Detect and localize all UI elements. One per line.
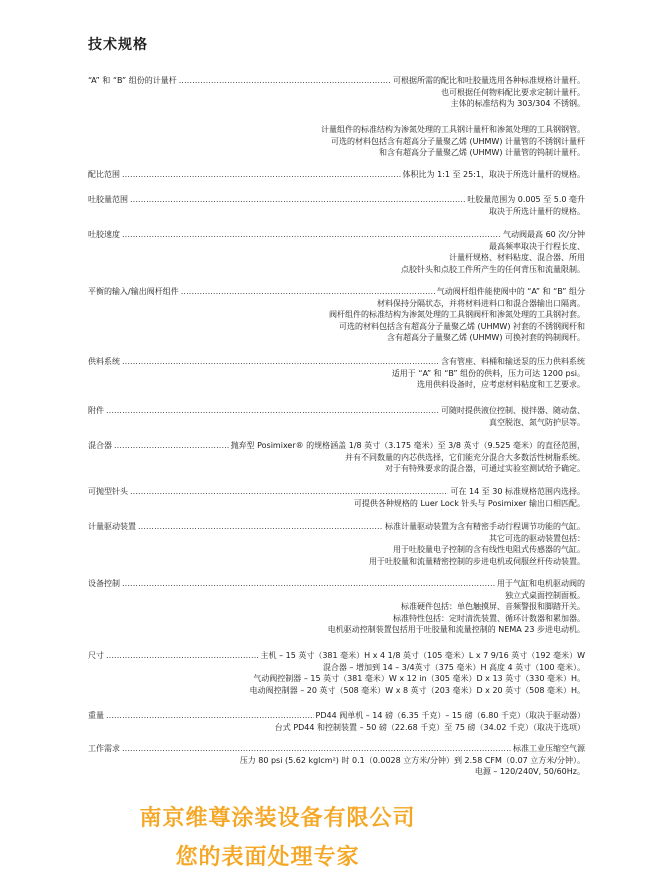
spec-value-line: 气动阀控制器 – 15 英寸（381 毫米）W x 12 in（305 毫米）D x 13 英寸（330 毫米）H。 [253, 674, 585, 683]
spec-value-line: 主机 – 15 英寸（381 毫米）H x 4 1/8 英寸（105 毫米）L x 7 9/16 英寸（192 毫米）W [260, 651, 585, 660]
spec-item [88, 194, 585, 217]
spec-value-line: 可根据所需的配比和吐胶量选用各种标准规格计量杆。 [393, 76, 585, 85]
spec-item [88, 578, 585, 636]
spec-value-line: 标准计量驱动装置为含有精密手动行程调节功能的气缸。 [385, 522, 585, 531]
dot-leader [106, 710, 314, 722]
spec-value-line: 可在 14 至 30 标准规格范围内选择。 [450, 487, 585, 496]
spec-value-line: 计量杆规格、材料粘度、混合器、所用 [449, 253, 585, 262]
dot-leader [122, 229, 501, 241]
spec-row [88, 440, 585, 452]
spec-label: “A” 和 “B” 组份的计量杆 [88, 76, 177, 85]
spec-label: 吐胶量范围 [88, 195, 128, 204]
spec-row [88, 286, 585, 298]
spec-label: 设备控制 [88, 579, 120, 588]
spec-row [88, 405, 585, 417]
spec-row [88, 710, 585, 722]
spec-row [88, 578, 585, 590]
dot-leader [138, 521, 383, 533]
spec-value-line: 电源 – 120/240V, 50/60Hz。 [474, 767, 585, 776]
spec-value-line: 计量组件的标准结构为渗氮处理的工具钢计量杆和渗氮处理的工具钢钢管。 [321, 125, 585, 134]
dot-leader [122, 356, 439, 368]
spec-label: 吐胶速度 [88, 230, 120, 239]
spec-value-line: 最高频率取决于行程长度、 [489, 241, 585, 251]
spec-label: 计量驱动装置 [88, 522, 136, 531]
spec-value-line: 台式 PD44 和控制装置 – 50 磅（22.68 千克）至 75 磅（34.02 千克）（取决于选项） [274, 722, 585, 732]
spec-row [88, 743, 585, 755]
spec-label: 配比范围 [88, 170, 120, 179]
spec-value-line: 标准特性包括：定时清洗装置、循环计数器和累加器。 [393, 613, 585, 623]
dot-leader [122, 169, 401, 181]
spec-value-line: 电动阀控制器 – 20 英寸（508 毫米）W x 8 英寸（203 毫米）D x 20 英寸（508 毫米）H。 [249, 685, 585, 695]
spec-value-line: 用于气缸和电机驱动阀的 [497, 579, 585, 588]
spec-value-line: 适用于 “A” 和 “B” 组份的供料，压力可达 1200 psi。 [391, 368, 585, 378]
spec-item [88, 124, 585, 159]
dot-leader [181, 286, 435, 298]
spec-label: 供料系统 [88, 357, 120, 366]
spec-item [88, 356, 585, 391]
spec-value-line: 可提供各种规格的 Luer Lock 针头与 Posimixer 输出口相匹配。 [353, 498, 585, 508]
spec-value-line: 标准工业压缩空气源 [513, 744, 585, 753]
spec-row [88, 75, 585, 87]
company-name: 南京维尊涂装设备有限公司 [139, 806, 416, 831]
spec-value-line: PD44 阀单机 – 14 磅（6.35 千克）– 15 磅（6.80 千克）（取决于驱动器） [315, 711, 585, 720]
spec-value-line: 电机驱动控制装置包括用于吐胶量和流量控制的 NEMA 23 步进电动机。 [327, 625, 585, 634]
spec-value-line: 选用供料设备时，应考虑材料粘度和工艺要求。 [417, 380, 585, 389]
spec-value-line: 其它可选的驱动装置包括： [489, 533, 585, 543]
spec-item [88, 229, 585, 275]
spec-value-line: 对于有特殊要求的混合器，可通过实验室测试给予确定。 [385, 464, 585, 473]
spec-value-line: 阀杆组件的标准结构为渗氮处理的工具钢阀杆和渗氮处理的工具钢衬套。 [329, 310, 585, 319]
spec-row [88, 650, 585, 662]
spec-value-line: 和含有超高分子量聚乙烯 (UHMW) 计量管的钨制计量杆。 [378, 148, 585, 157]
spec-value-line: 用于吐胶量电子控制的含有线性电阻式传感器的气缸。 [393, 545, 585, 554]
spec-value-line: 点胶针头和点胶工件所产生的任何背压和流量限制。 [401, 264, 585, 274]
spec-value-line: 混合器 – 增加到 14 – 3/4英寸（375 毫米）H 高度 4 英寸（100 毫米）。 [322, 662, 585, 672]
dot-leader [122, 578, 495, 590]
spec-item [88, 710, 585, 733]
company-slogan: 您的表面处理专家 [175, 845, 360, 870]
spec-label: 平衡的输入/输出阀杆组件 [88, 287, 179, 296]
spec-value-line: 独立式桌面控制面板。 [505, 590, 585, 600]
spec-item [88, 486, 585, 509]
dot-leader [179, 75, 391, 87]
spec-label: 附件 [88, 406, 104, 415]
dot-leader [106, 650, 259, 662]
spec-value-line: 气动阀杆组件能使阀中的 “A” 和 “B” 组分 [436, 287, 585, 296]
spec-label: 尺寸 [88, 651, 104, 660]
dot-leader [122, 743, 511, 755]
spec-label: 重量 [88, 711, 104, 720]
spec-value-line: 用于吐胶量和流量精密控制的步进电机或伺服丝杆传动装置。 [369, 556, 585, 566]
spec-row [88, 521, 585, 533]
spec-row [88, 194, 585, 206]
spec-item [88, 286, 585, 344]
spec-item [88, 743, 585, 778]
dot-leader [130, 194, 465, 206]
spec-value-line: 取决于所选计量杆的规格。 [489, 206, 585, 216]
spec-value-line: 也可根据任何物料配比要求定制计量杆。 [441, 87, 585, 97]
spec-value-line: 压力 80 psi (5.62 kglcm²) 时 0.1（0.0028 立方米/分钟）到 2.58 CFM（0.07 立方米/分钟）。 [239, 755, 585, 765]
spec-value-line: 并有不同数量的内芯供选择，它们能充分混合大多数活性树脂系统。 [345, 452, 585, 462]
spec-row [88, 229, 585, 241]
spec-item [88, 650, 585, 696]
spec-row [88, 486, 585, 498]
spec-item [88, 75, 585, 110]
dot-leader [106, 405, 439, 417]
spec-label: 混合器 [88, 441, 112, 450]
spec-value-line: 可随时提供液位控制、搅拌器、随动盘、 [441, 406, 585, 415]
spec-item [88, 405, 585, 428]
page-title: 技术规格 [88, 37, 148, 53]
spec-value-line: 含有管座、料桶和输送泵的压力供料系统 [441, 357, 585, 366]
spec-value-line: 真空脱泡、氮气防护层等。 [489, 417, 585, 427]
spec-row [88, 356, 585, 368]
spec-label: 可抛型针头 [88, 487, 128, 496]
spec-label: 工作需求 [88, 744, 120, 753]
spec-item [88, 521, 585, 567]
spec-row [88, 169, 585, 181]
spec-value-line: 抛弃型 Posimixer® 的规格涵盖 1/8 英寸（3.175 毫米）至 3/8 英寸（9.525 毫米）的直径范围， [230, 441, 585, 450]
dot-leader [130, 486, 448, 498]
dot-leader [114, 440, 229, 452]
spec-item [88, 440, 585, 475]
spec-value-line: 主体的标准结构为 303/304 不锈钢。 [450, 99, 585, 108]
spec-value-line: 标准硬件包括：单色触摸屏、音频警报和脚踏开关。 [401, 602, 585, 611]
spec-value-line: 材料保持分隔状态，并将材料进料口和混合器输出口隔离。 [377, 298, 585, 308]
spec-value-line: 可选的材料包括含有超高分子量聚乙烯 (UHMW) 衬套的不锈钢阀杆和 [338, 321, 585, 331]
spec-value-line: 可选的材料包括含有超高分子量聚乙烯 (UHMW) 计量管的不锈钢计量杆 [330, 136, 585, 146]
spec-item [88, 169, 585, 181]
spec-value-line: 体积比为 1:1 至 25:1，取决于所选计量杆的规格。 [402, 170, 585, 179]
spec-value-line: 含有超高分子量聚乙烯 (UHMW) 可换衬套的钨制阀杆。 [386, 333, 585, 342]
spec-value-line: 气动阀最高 60 次/分钟 [503, 230, 585, 239]
spec-value-line: 吐胶量范围为 0.005 至 5.0 毫升 [467, 195, 585, 204]
